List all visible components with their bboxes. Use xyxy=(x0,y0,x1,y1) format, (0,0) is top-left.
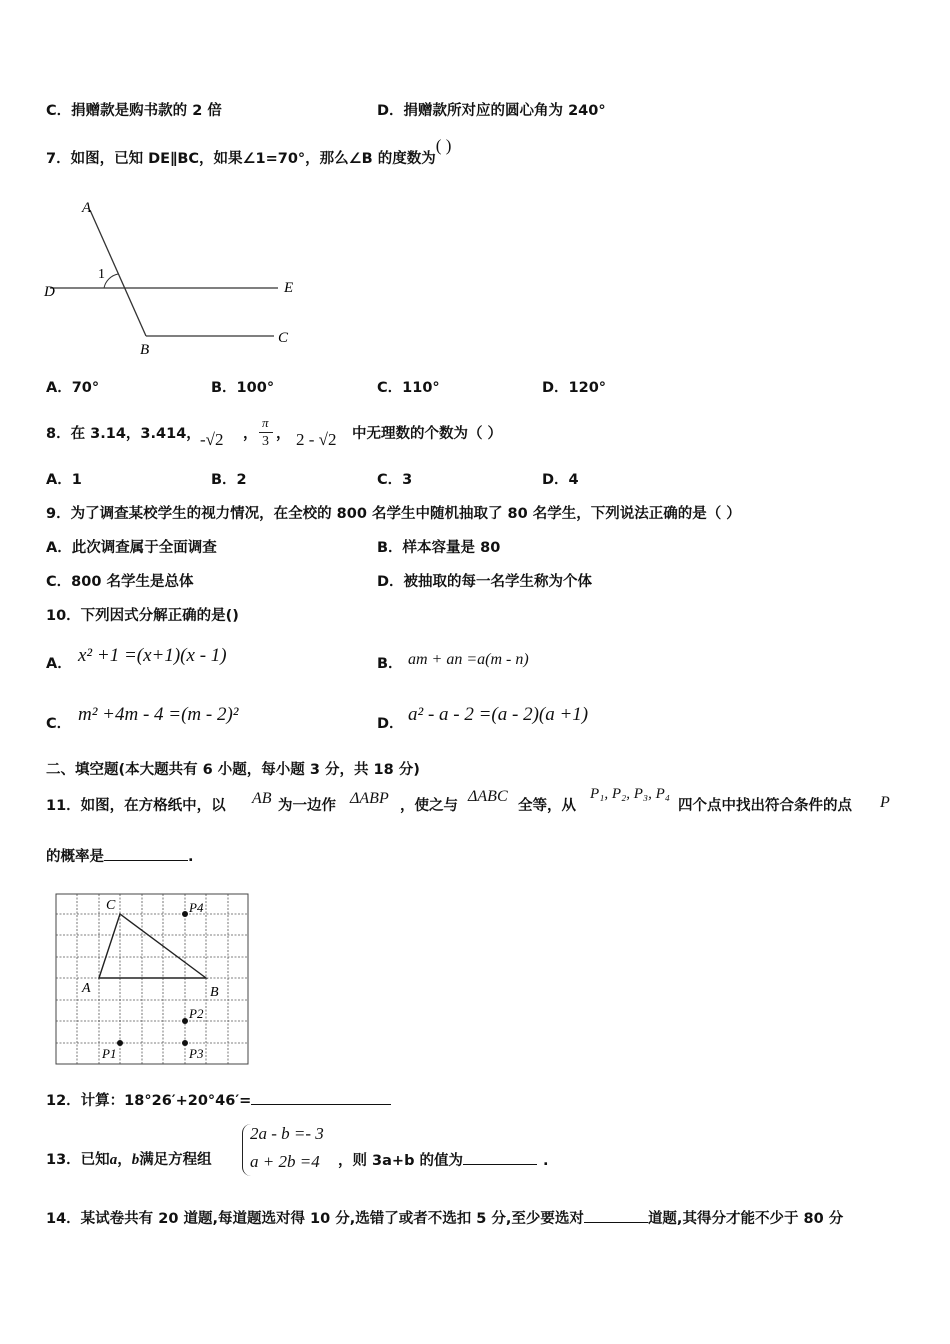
label-a: A xyxy=(82,981,91,996)
q13-line xyxy=(46,1150,212,1170)
q13-answer-blank[interactable] xyxy=(463,1150,537,1165)
q10-option-d-label: D． xyxy=(377,716,404,732)
q7-option-b: B．100° xyxy=(211,380,275,396)
q11-text-4: 全等，从 xyxy=(518,798,576,814)
q14-pre: 14．某试卷共有 20 道题,每道题选对得 10 分,选错了或者不选扣 5 分,至少要选对 xyxy=(46,1211,584,1227)
q13-b: b xyxy=(131,1152,140,1168)
q8-stem: 8．在 3.14，3.414， xyxy=(46,426,201,442)
q10-option-c-expr: m² +4m - 4 =(m - 2)² xyxy=(78,704,239,725)
q13-equation-2: a + 2b =4 xyxy=(250,1152,320,1171)
q11-text-5: 四个点中找出符合条件的点 xyxy=(678,798,852,814)
q8-comma-1: ， xyxy=(243,426,258,442)
point-p3 xyxy=(182,1040,188,1046)
q11-grid-figure xyxy=(54,892,252,1068)
q10-option-b-label: B． xyxy=(377,656,403,672)
label-d: D xyxy=(44,284,55,300)
q8-option-a: A．1 xyxy=(46,472,82,488)
angle-1-arc xyxy=(104,274,118,288)
triangle-abc xyxy=(99,914,206,978)
q9-stem: 9．为了调查某校学生的视力情况，在全校的 800 名学生中随机抽取了 80 名学生，下列说法正确的是（ ） xyxy=(46,506,741,522)
point-p4 xyxy=(182,911,188,917)
q7-option-c: C．110° xyxy=(377,380,440,396)
q13-post: ，则 3a+b 的值为 xyxy=(338,1153,463,1169)
q11-text-1: 11．如图，在方格纸中，以 xyxy=(46,798,226,814)
label-a: A xyxy=(82,200,92,216)
label-p3: P3 xyxy=(189,1046,204,1061)
q13-a: a xyxy=(109,1152,118,1168)
q12-text: 12．计算：18°26′+20°46′= xyxy=(46,1093,252,1109)
label-c: C xyxy=(278,330,289,346)
q7-answer-paren: ( ) xyxy=(435,136,452,155)
q8-comma-2: ， xyxy=(276,426,291,442)
q8-pi-numerator: π xyxy=(262,415,269,430)
q12-line xyxy=(46,1090,391,1111)
q11-text-2: 为一边作 xyxy=(278,798,336,814)
q9-option-a: A．此次调查属于全面调查 xyxy=(46,540,217,556)
q6-option-c: C．捐赠款是购书款的 2 倍 xyxy=(46,103,222,119)
q14-post: 道题,其得分才能不少于 80 分 xyxy=(647,1211,844,1227)
q6-option-d: D．捐赠款所对应的圆心角为 240° xyxy=(377,103,606,119)
q11-ab: AB xyxy=(252,790,272,807)
q11-line-2 xyxy=(46,846,194,867)
q10-option-b-expr: am + an =a(m - n) xyxy=(408,651,529,668)
q14-answer-blank[interactable] xyxy=(584,1208,648,1223)
q7-option-a: A．70° xyxy=(46,380,100,396)
q8-option-d: D．4 xyxy=(542,472,579,488)
q11-answer-blank[interactable] xyxy=(104,846,188,861)
label-c: C xyxy=(106,898,116,913)
q11-line-2-text: 的概率是 xyxy=(46,849,104,865)
q12-answer-blank[interactable] xyxy=(251,1090,391,1105)
q11-p: P xyxy=(880,794,890,811)
q7-option-d: D．120° xyxy=(542,380,607,396)
label-e: E xyxy=(284,280,294,296)
q10-stem: 10．下列因式分解正确的是() xyxy=(46,608,239,624)
q7-stem xyxy=(46,136,452,169)
q10-option-c-label: C． xyxy=(46,716,72,732)
q8-pi-denominator: 3 xyxy=(262,434,269,449)
q8-option-b: B．2 xyxy=(211,472,247,488)
q7-stem-text: 7．如图，已知 DE∥BC，如果∠1=70°，那么∠B 的度数为 xyxy=(46,151,436,167)
q13-pre: 13．已知 xyxy=(46,1152,110,1168)
q9-option-d: D．被抽取的每一名学生称为个体 xyxy=(377,574,593,590)
q13-equation-1: 2a - b =- 3 xyxy=(250,1124,324,1143)
q8-fraction-bar xyxy=(259,432,273,433)
q10-option-a-label: A． xyxy=(46,656,72,672)
label-p2: P2 xyxy=(189,1006,204,1021)
label-1: 1 xyxy=(98,267,105,282)
label-p4: P4 xyxy=(189,900,204,915)
label-b: B xyxy=(140,342,150,358)
q13-end: . xyxy=(543,1153,549,1169)
q11-text-3: ，使之与 xyxy=(400,798,458,814)
q13-post-line xyxy=(338,1150,549,1171)
q11-abp: ΔABP xyxy=(350,790,389,807)
point-p2 xyxy=(182,1018,188,1024)
q11-abc: ΔABC xyxy=(468,788,508,805)
q10-option-a-expr: x² +1 =(x+1)(x - 1) xyxy=(78,645,227,666)
q14-line xyxy=(46,1208,843,1229)
q13-comma: ， xyxy=(117,1152,132,1168)
q9-option-b: B．样本容量是 80 xyxy=(377,540,501,556)
grid-lines xyxy=(56,894,248,1064)
q11-points: P₁, P₂, P₃, P₄ xyxy=(590,786,671,802)
q11-end: . xyxy=(188,849,194,865)
point-p1 xyxy=(117,1040,123,1046)
label-b: B xyxy=(210,985,219,1000)
grid-border xyxy=(56,894,248,1064)
q8-two-minus-sqrt2: 2 - √2 xyxy=(296,430,337,449)
q10-option-d-expr: a² - a - 2 =(a - 2)(a +1) xyxy=(408,704,589,725)
q8-option-c: C．3 xyxy=(377,472,413,488)
section2-title: 二、填空题(本大题共有 6 小题，每小题 3 分，共 18 分) xyxy=(46,762,420,778)
q8-neg-sqrt2: -√2 xyxy=(200,430,224,449)
q8-stem-post: 中无理数的个数为（ ） xyxy=(352,426,503,442)
q7-figure xyxy=(38,190,308,360)
label-p1: P1 xyxy=(102,1046,117,1061)
q9-option-c: C．800 名学生是总体 xyxy=(46,574,194,590)
q13-mid: 满足方程组 xyxy=(139,1152,212,1168)
